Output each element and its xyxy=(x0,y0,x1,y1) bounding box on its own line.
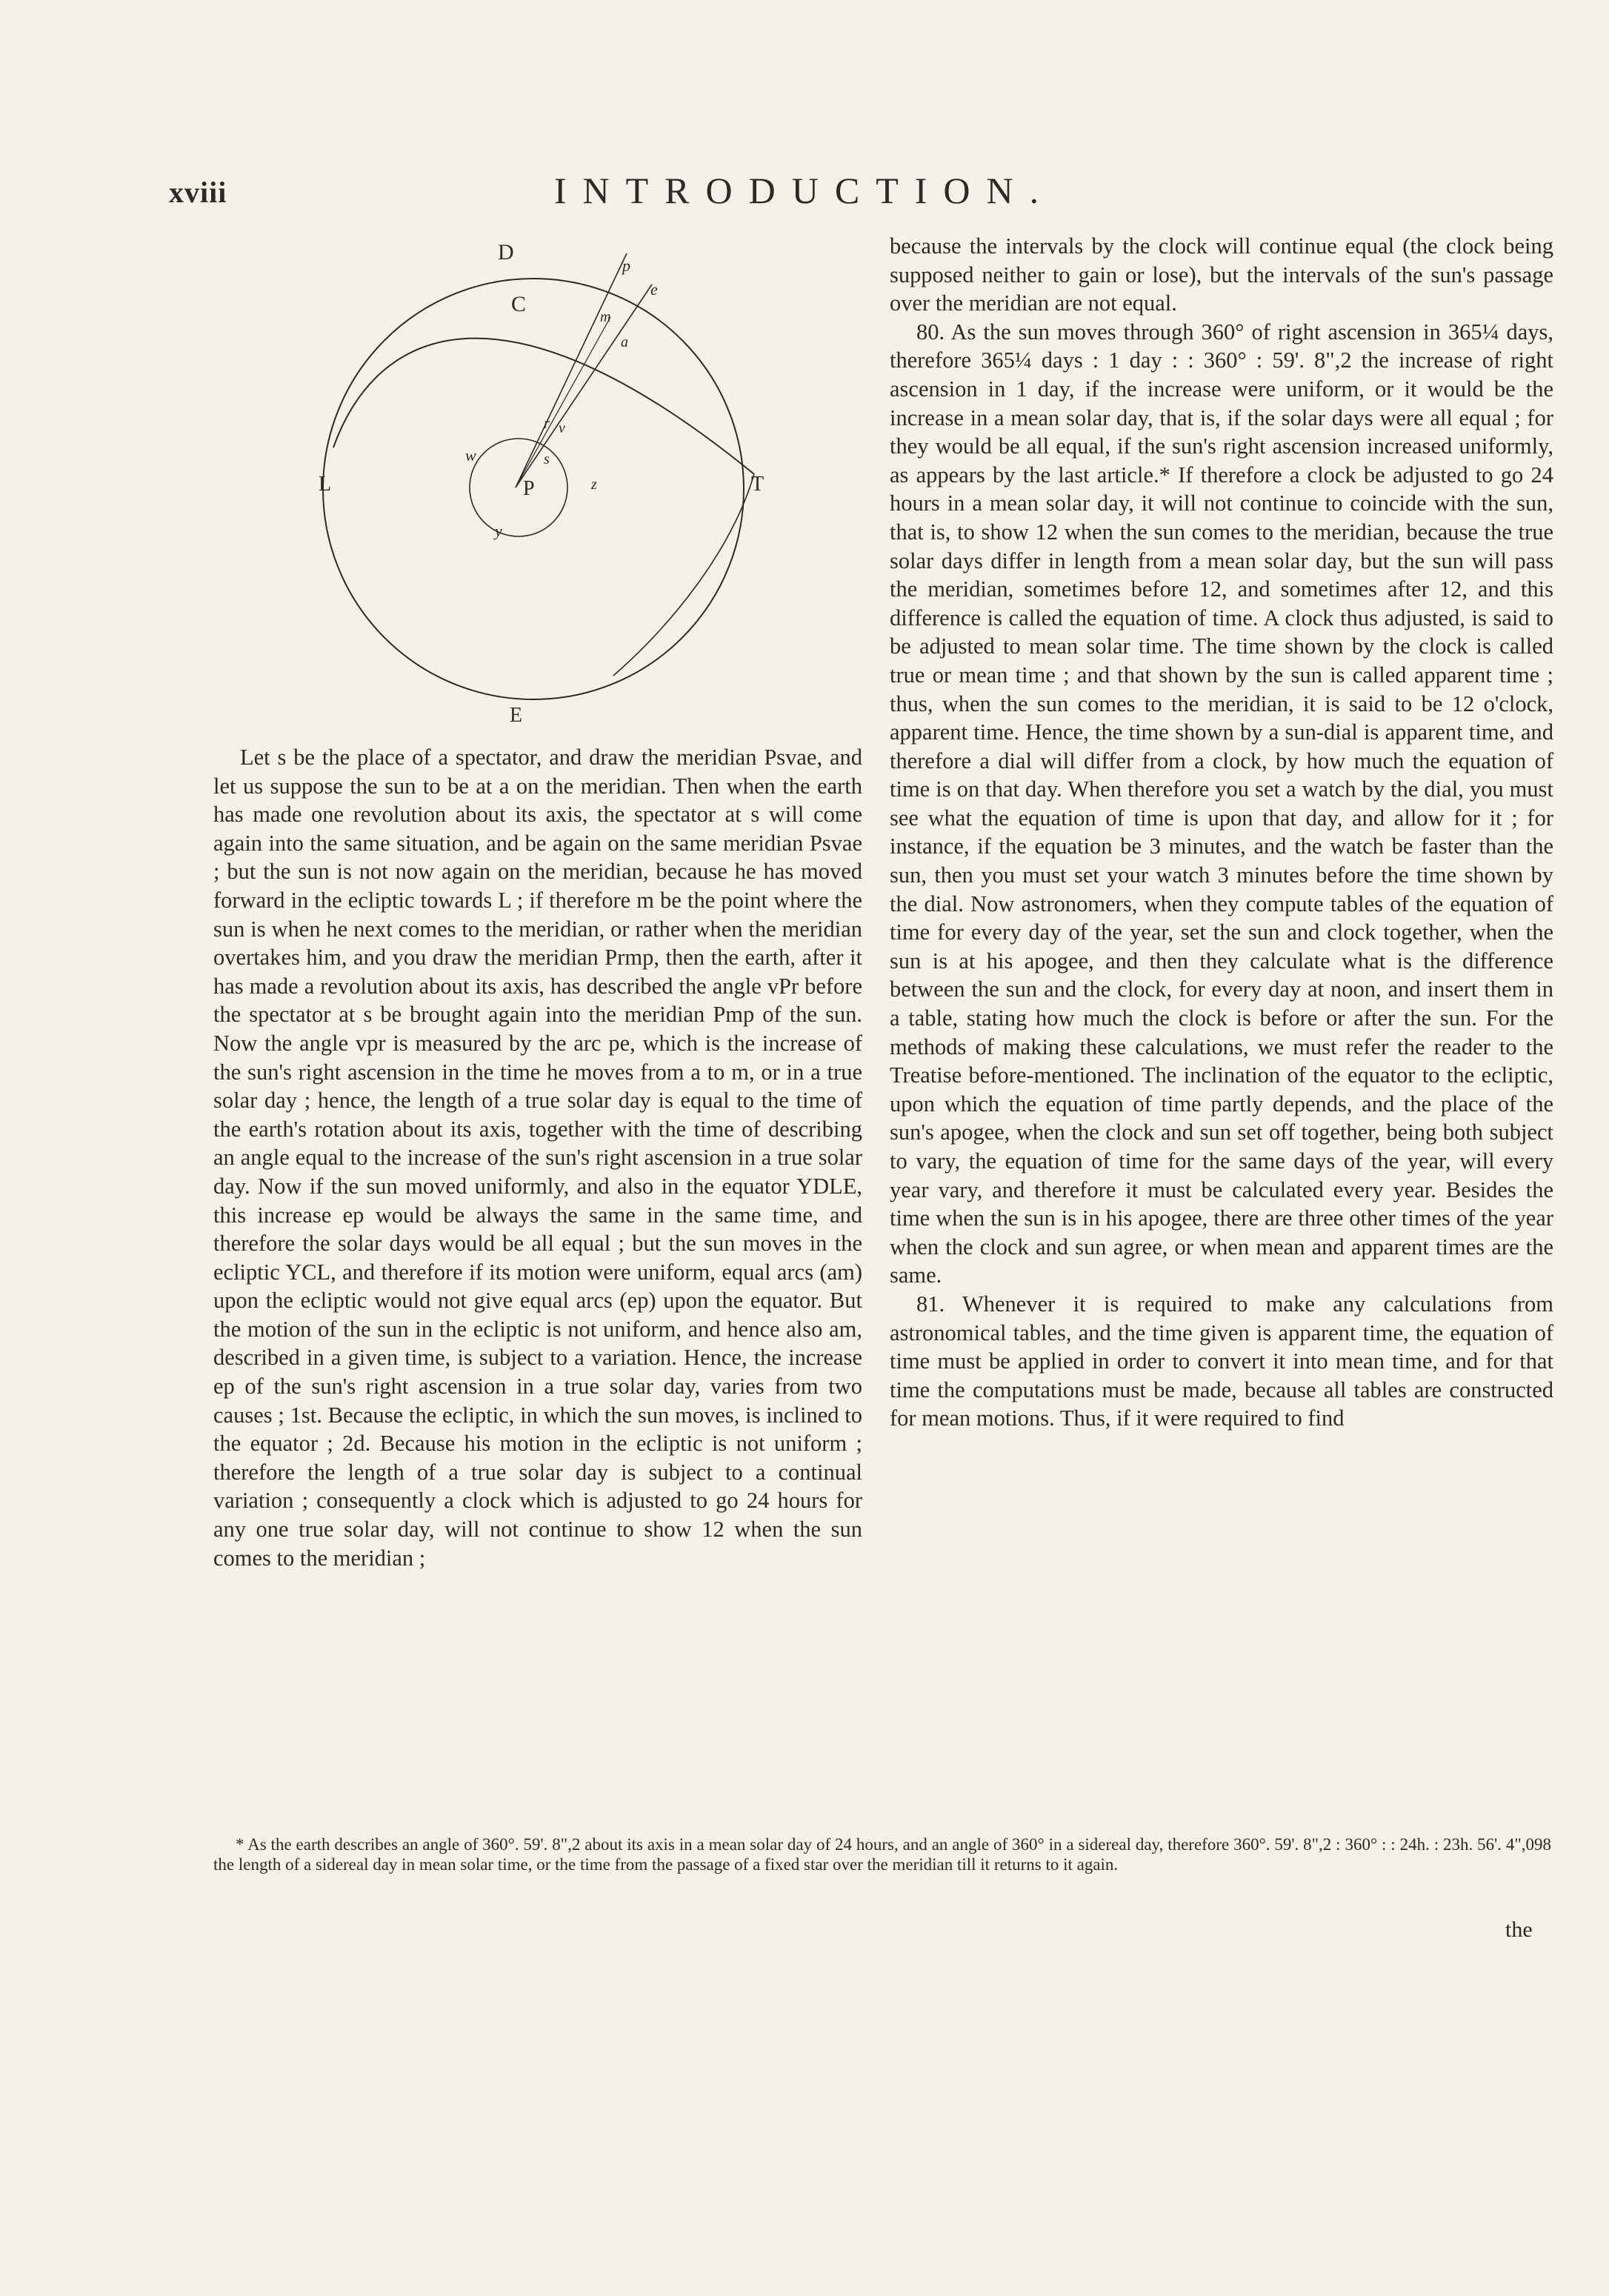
right-paragraph-2: 80. As the sun moves through 360° of right ascension in 365¼ days, therefore 365¼ days : 1 day : : 360° : 59'. 8",2 the increase of right ascension in 1 day, if the increase were uniform, or it would be the increase in a mean solar day, that is, if the solar days were all equal ; for they would be all equal, if the sun's right ascension increased uniformly, as appears by the last article.* If therefore a clock be adjusted to go 24 hours in a mean solar day, it will not continue to coincide with the sun, that is, to show 12 when the sun comes to the meridian, because the true solar days differ in length from a mean solar day, but the sun will pass the meridian, sometimes before 12, and sometimes after 12, and this difference is called the equation of time. A clock thus adjusted, is said to be adjusted to mean solar time. The time shown by the clock is called true or mean time ; and that shown by the sun is called apparent time ; thus, when the sun comes to the meridian, it is said to be 12 o'clock, apparent time. Hence, the time shown by a sun-dial is apparent time, and therefore a dial will differ from a clock, by how much the equation of time is on that day. When therefore you set a watch by the dial, you must see what the equation of time is upon that day, and allow for it ; for instance, if the equation be 3 minutes, and the watch be faster than the sun, then you must set your watch 3 minutes before the time shown by the dial. Now astronomers, when they compute tables of the equation of time for every day of the year, set the sun and clock together, when the sun is at his apogee, and then they calculate what is the difference between the sun and the clock, for every day at noon, and insert them in a table, stating how much the clock is before or after the sun. For the methods of making these calculations, we must refer the reader to the Treatise before-mentioned. The inclination of the equator to the ecliptic, upon which the equation of time partly depends, and the place of the sun's apogee, when the clock and sun set off together, being both subject to vary, the equation of time for the same days of the year, will every year vary, and therefore it must be calculated every year. Besides the time when the sun is in his apogee, there are three other times of the year when the clock and sun agree, or when mean and apparent times are the same. xyxy=(890,319,1553,1288)
label-m: m xyxy=(600,309,611,325)
label-C: C xyxy=(511,292,527,316)
footnote-text: * As the earth describes an angle of 360°. 59'. 8",2 about its axis in a mean solar day of 24 hours, and an angle of 360° in a sidereal day, therefore 360°. 59'. 8",2 : 360° : : 24h. : 23h. 56'. 4",098 the length of a sidereal day in mean solar time, or the time from the passage of a fixed star over the meridian till it returns to it again. xyxy=(213,1835,1551,1874)
label-E: E xyxy=(510,704,523,727)
right-paragraph-1: because the intervals by the clock will continue equal (the clock being supposed neither to gain or lose), but the intervals of the sun's passage over the meridian are not equal. xyxy=(890,233,1553,316)
label-p: p xyxy=(622,256,630,275)
label-L: L xyxy=(319,473,332,496)
label-P: P xyxy=(523,477,535,500)
label-w: w xyxy=(465,446,476,465)
label-z: z xyxy=(591,476,597,493)
footnote xyxy=(213,1834,1551,1874)
catchword: the xyxy=(1505,1917,1533,1942)
meridian-line-m xyxy=(516,317,610,488)
label-a: a xyxy=(621,334,628,350)
label-T: T xyxy=(751,473,764,496)
label-v: v xyxy=(559,420,565,436)
astronomy-diagram xyxy=(317,239,791,728)
label-e: e xyxy=(650,280,658,299)
running-title: INTRODUCTION. xyxy=(553,170,1056,211)
ecliptic-lower-arc xyxy=(613,474,754,676)
label-s: s xyxy=(544,451,550,467)
meridian-line-e xyxy=(516,284,652,488)
page-number: xviii xyxy=(169,176,227,209)
label-r: r xyxy=(544,416,550,432)
label-y: y xyxy=(495,522,502,540)
right-paragraph-3: 81. Whenever it is required to make any calculations from astronomical tables, and the time given is apparent time, the equation of time must be applied in order to convert it into mean time, and for that time the computations must be made, because all tables are constructed for mean motions. Thus, if it were required to find xyxy=(890,1291,1553,1431)
earth-orbit-circle xyxy=(470,439,567,536)
meridian-line-p xyxy=(516,253,627,488)
right-column xyxy=(890,232,1553,1433)
left-paragraph: Let s be the place of a spectator, and draw the meridian Psvae, and let us suppose the sun to be at a on the meridian. Then when the earth has made one revolution about its axis, the spectator at s will come again into the same situation, and be again on the same meridian Psvae ; but the sun is not now again on the meridian, because he has moved forward in the ecliptic towards L ; if therefore m be the point where the sun is when he next comes to the meridian, or rather when the meridian overtakes him, and you draw the meridian Prmp, then the earth, after it has made a revolution about its axis, has described the angle vPr before the spectator at s be brought again into the meridian Pmp of the sun. Now the angle vpr is measured by the arc pe, which is the increase of the sun's right ascension in the time he moves from a to m, or in a true solar day ; hence, the length of a true solar day is equal to the time of the earth's rotation about its axis, together with the time of describing an angle equal to the increase of the sun's right ascension in a true solar day. Now if the sun moved uniformly, and also in the equator YDLE, this increase ep would be always the same in the same time, and therefore the solar days would be all equal ; but the sun moves in the ecliptic YCL, and therefore if its motion were uniform, equal arcs (am) upon the ecliptic would not give equal arcs (ep) upon the equator. But the motion of the sun in the ecliptic is not uniform, and hence also am, described in a given time, is subject to a variation. Hence, the increase ep of the sun's right ascension in a true solar day, varies from two causes ; 1st. Because the ecliptic, in which the sun moves, is inclined to the equator ; 2d. Because his motion in the ecliptic is not uniform ; therefore the length of a true solar day is subject to a continual variation ; consequently a clock which is adjusted to go 24 hours for any one true solar day, will not continue to show 12 when the sun comes to the meridian ; xyxy=(213,745,862,1571)
label-D: D xyxy=(498,240,514,264)
left-column xyxy=(213,743,862,1572)
